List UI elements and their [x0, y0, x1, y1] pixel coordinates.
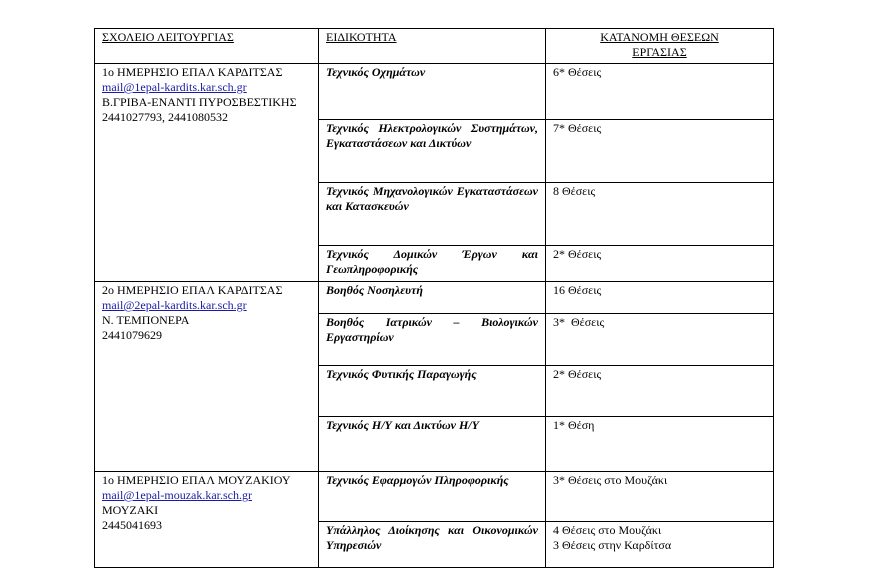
positions-cell: 1* Θέση	[546, 417, 774, 472]
positions-cell: 2* Θέσεις	[546, 366, 774, 417]
specialty-cell: Τεχνικός Ηλεκτρολογικών Συστημάτων, Εγκαταστάσεων και Δικτύων	[319, 120, 546, 183]
header-school-text: ΣΧΟΛΕΙΟ ΛΕΙΤΟΥΡΓΙΑΣ	[102, 30, 234, 44]
specialty-cell: Τεχνικός Μηχανολογικών Εγκαταστάσεων και Κατασκευών	[319, 183, 546, 246]
school-name: 1ο ΗΜΕΡΗΣΙΟ ΕΠΑΛ ΜΟΥΖΑΚΙΟΥ	[102, 473, 291, 487]
header-specialty	[319, 29, 546, 64]
school-name: 1ο ΗΜΕΡΗΣΙΟ ΕΠΑΛ ΚΑΡΔΙΤΣΑΣ	[102, 65, 283, 79]
table-row	[95, 64, 774, 120]
school-email-link[interactable]: mail@1epal-mouzak.kar.sch.gr	[102, 488, 252, 502]
positions-line: 4 Θέσεις στο Μουζάκι	[553, 523, 662, 537]
positions-cell: 2* Θέσεις	[546, 246, 774, 282]
school-phone: 2445041693	[102, 518, 162, 532]
school-address: Ν. ΤΕΜΠΟΝΕΡΑ	[102, 313, 190, 327]
school-phone: 2441027793, 2441080532	[102, 110, 228, 124]
header-allocation	[546, 29, 774, 64]
school-cell	[95, 472, 319, 568]
school-cell	[95, 282, 319, 472]
positions-cell	[546, 522, 774, 568]
specialty-cell: Τεχνικός Οχημάτων	[319, 64, 546, 120]
header-specialty-text: ΕΙΔΙΚΟΤΗΤΑ	[326, 30, 397, 44]
positions-cell: 16 Θέσεις	[546, 282, 774, 314]
header-allocation-line1: ΚΑΤΑΝΟΜΗ ΘΕΣΕΩΝ	[600, 30, 719, 44]
specialty-cell: Τεχνικός Δομικών Έργων και Γεωπληροφορικής	[319, 246, 546, 282]
specialty-cell: Υπάλληλος Διοίκησης και Οικονομικών Υπηρεσιών	[319, 522, 546, 568]
table-row	[95, 472, 774, 522]
specialty-cell: Βοηθός Ιατρικών – Βιολογικών Εργαστηρίων	[319, 314, 546, 366]
header-school	[95, 29, 319, 64]
header-row	[95, 29, 774, 64]
school-address: ΜΟΥΖΑΚΙ	[102, 503, 159, 517]
school-email-link[interactable]: mail@2epal-kardits.kar.sch.gr	[102, 298, 247, 312]
header-allocation-line2: ΕΡΓΑΣΙΑΣ	[632, 45, 687, 59]
specialty-cell: Τεχνικός Η/Υ και Δικτύων Η/Υ	[319, 417, 546, 472]
school-name: 2ο ΗΜΕΡΗΣΙΟ ΕΠΑΛ ΚΑΡΔΙΤΣΑΣ	[102, 283, 283, 297]
positions-line: 3 Θέσεις στην Καρδίτσα	[553, 538, 672, 552]
school-address: Β.ΓΡΙΒΑ-ΕΝΑΝΤΙ ΠΥΡΟΣΒΕΣΤΙΚΗΣ	[102, 95, 297, 109]
specialty-cell: Τεχνικός Εφαρμογών Πληροφορικής	[319, 472, 546, 522]
school-phone: 2441079629	[102, 328, 162, 342]
positions-table	[94, 28, 774, 568]
table-row	[95, 282, 774, 314]
positions-cell: 3* Θέσεις στο Μουζάκι	[546, 472, 774, 522]
positions-cell: 8 Θέσεις	[546, 183, 774, 246]
specialty-cell: Τεχνικός Φυτικής Παραγωγής	[319, 366, 546, 417]
school-cell	[95, 64, 319, 282]
positions-cell: 6* Θέσεις	[546, 64, 774, 120]
specialty-cell: Βοηθός Νοσηλευτή	[319, 282, 546, 314]
school-email-link[interactable]: mail@1epal-kardits.kar.sch.gr	[102, 80, 247, 94]
positions-cell: 7* Θέσεις	[546, 120, 774, 183]
positions-cell: 3* Θέσεις	[546, 314, 774, 366]
